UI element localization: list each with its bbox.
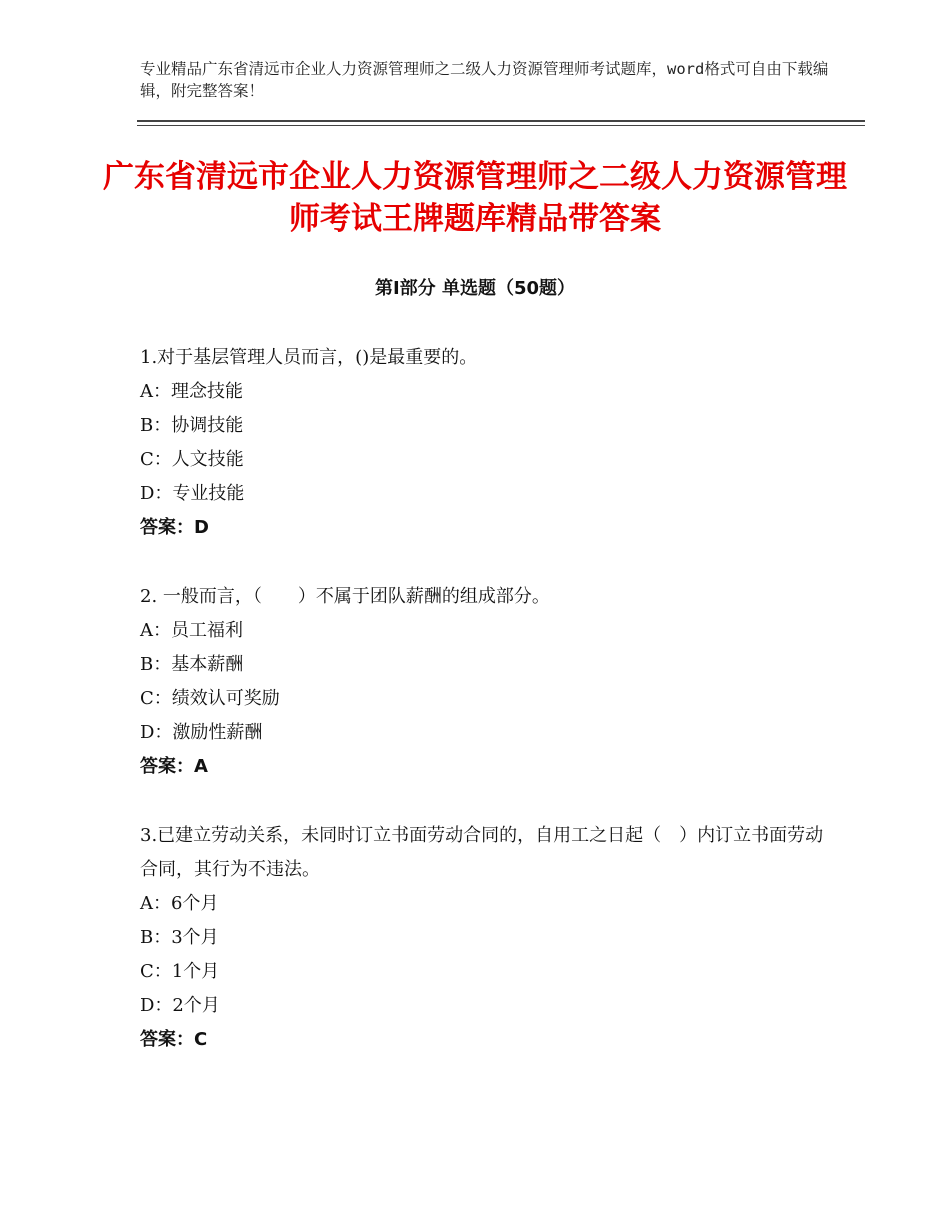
question-stem: 1.对于基层管理人员而言，()是最重要的。 (140, 347, 478, 368)
option-a: A：理念技能 (140, 381, 243, 402)
option-b: B：协调技能 (140, 415, 244, 436)
document-title: 广东省清远市企业人力资源管理师之二级人力资源管理师考试王牌题库精品带答案 (103, 159, 847, 237)
option-a: A：员工福利 (140, 620, 243, 641)
answer: 答案：C (140, 1029, 208, 1050)
option-c: C：人文技能 (140, 449, 244, 470)
header-note: 专业精品广东省清远市企业人力资源管理师之二级人力资源管理师考试题库，word格式可自由下载编辑，附完整答案！ (140, 60, 829, 100)
section-title: 第Ⅰ部分 单选题（50题） (374, 278, 575, 299)
answer: 答案：D (140, 517, 209, 538)
option-d: D：激励性薪酬 (140, 722, 263, 743)
option-b: B：基本薪酬 (140, 654, 244, 675)
option-c: C：绩效认可奖励 (140, 688, 280, 709)
option-d: D：专业技能 (140, 483, 245, 504)
option-c: C：1个月 (140, 961, 220, 982)
header-divider-thin (137, 125, 865, 126)
option-b: B：3个月 (140, 927, 219, 948)
answer: 答案：A (140, 756, 208, 777)
option-a: A：6个月 (140, 893, 219, 914)
option-d: D：2个月 (140, 995, 220, 1016)
question-stem: 2. 一般而言，（ ）不属于团队薪酬的组成部分。 (140, 586, 550, 607)
question-stem: 3.已建立劳动关系，未同时订立书面劳动合同的，自用工之日起（ ）内订立书面劳动合同，其行为不违法。 (140, 825, 824, 880)
header-divider-thick (137, 120, 865, 122)
